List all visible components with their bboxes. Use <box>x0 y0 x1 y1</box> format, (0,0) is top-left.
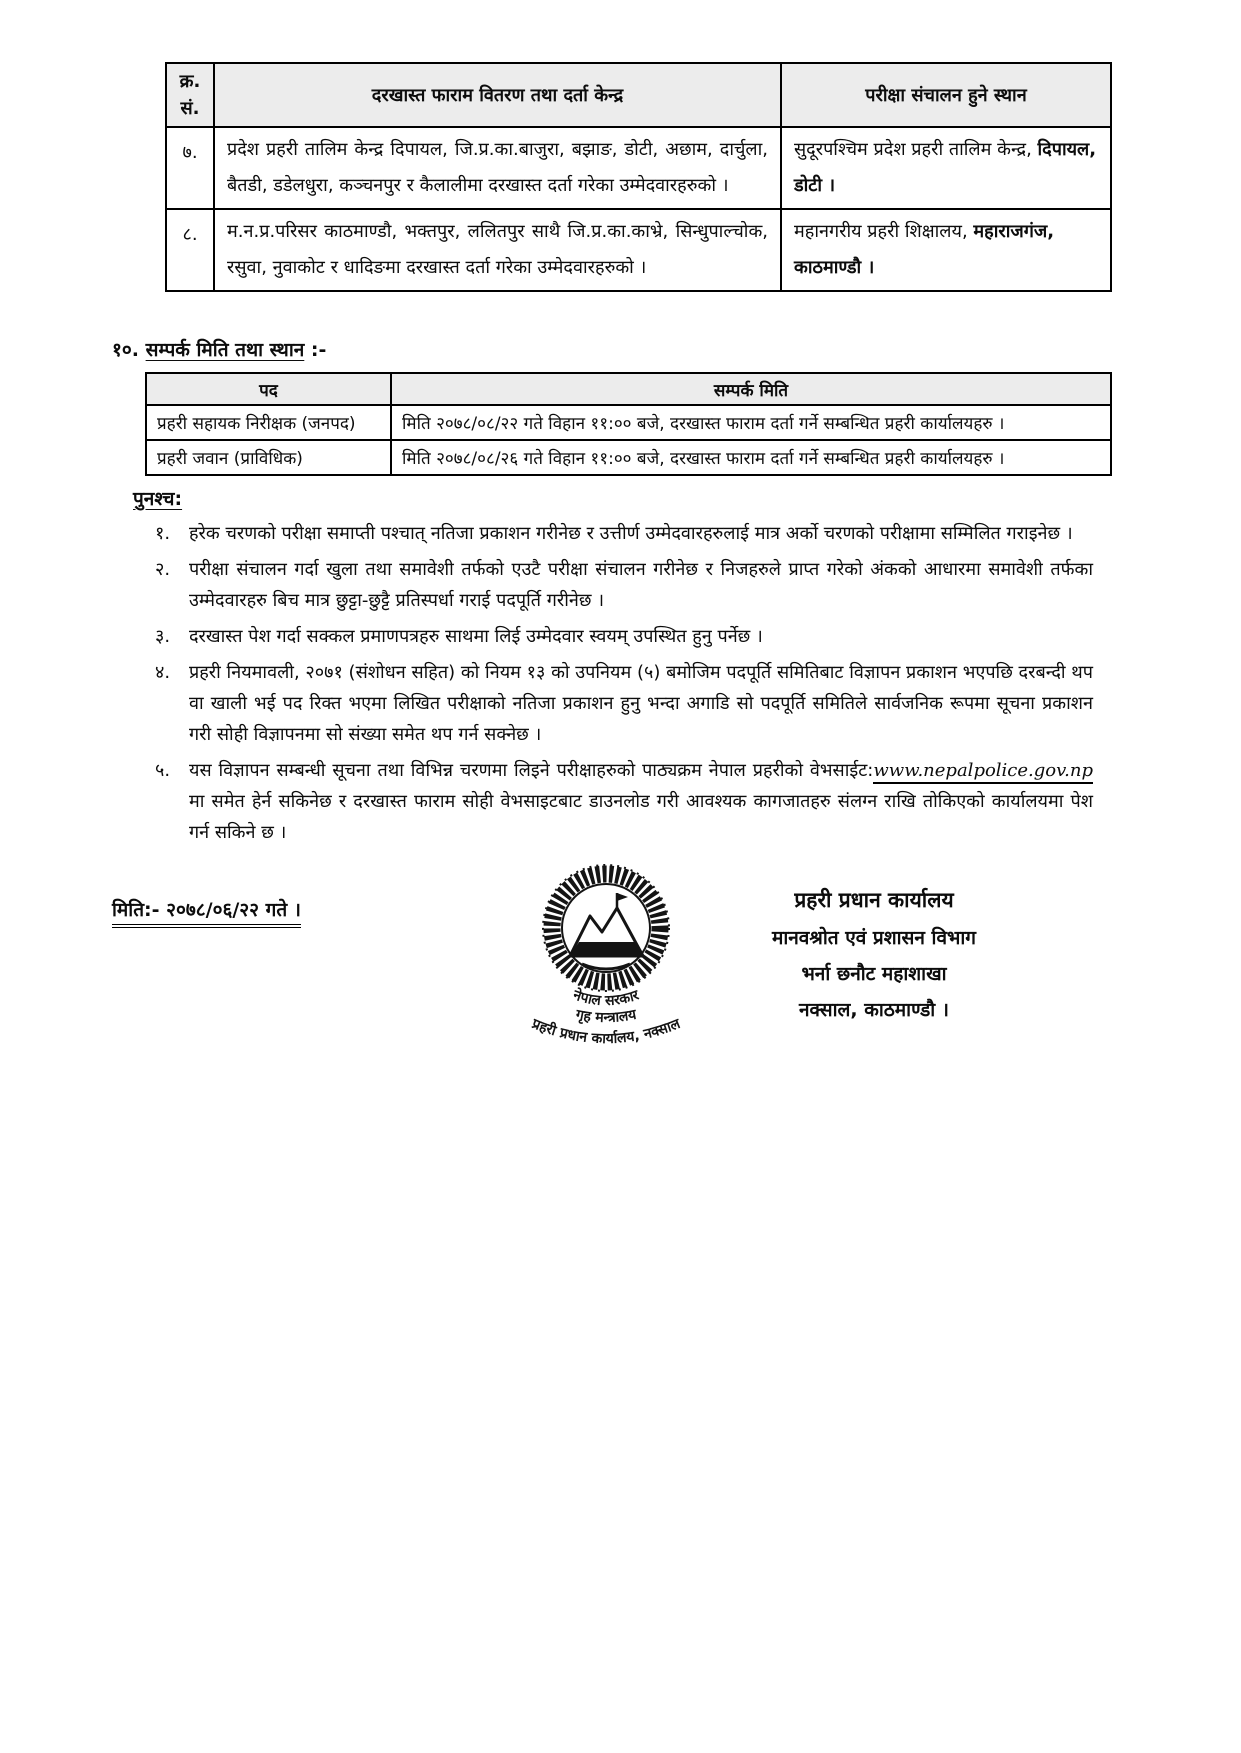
seal-text-ministry: गृह मन्त्रालय <box>574 1006 638 1027</box>
table-row <box>166 127 1111 209</box>
signature-block <box>728 886 1020 1022</box>
table-row <box>166 209 1111 291</box>
header-contact-date: सम्पर्क मिति <box>391 373 1111 405</box>
seal-text-headquarters: प्रहरी प्रधान कार्यालय, नक्साल <box>529 1015 683 1048</box>
svg-text:गृह मन्त्रालय <box>573 1007 638 1027</box>
venue-text-bold: महाराजगंज, काठमाण्डौ । <box>794 221 1055 278</box>
signature-line: मानवश्रोत एवं प्रशासन विभाग <box>771 927 976 949</box>
contact-date-cell: मिति २०७८/०८/२६ गते विहान ११:०० बजे, दरखास्त फाराम दर्ता गर्ने सम्बन्धित प्रहरी कार्यालयहरु । <box>391 440 1111 475</box>
seal-text-government: नेपाल सरकार <box>570 987 642 1010</box>
item-text: दरखास्त पेश गर्दा सक्कल प्रमाणपत्रहरु साथमा लिई उम्मेदवार स्वयम् उपस्थित हुनु पर्नेछ । <box>189 625 763 647</box>
website-url[interactable]: www.nepalpolice.gov.np <box>873 760 1093 784</box>
item-text: परीक्षा संचालन गर्दा खुला तथा समावेशी तर्फको एउटै परीक्षा संचालन गरीनेछ र निजहरुले प्राप्त गरेको अंकको आधारमा समावेशी तर्फका उम्मेदवारहरु बिच मात्र छुट्टा-छुट्टै प्रतिस्पर्धा गराई पदपूर्ति गरीनेछ । <box>189 558 1093 611</box>
signature-line: भर्ना छनौट महाशाखा <box>801 963 947 985</box>
header-serial-number: क्र. सं. <box>166 63 214 127</box>
issue-date: मिति:- २०७८/०६/२२ गते । <box>112 896 301 928</box>
section-number: १०. <box>112 339 139 361</box>
postscript-list <box>155 519 1093 854</box>
item-number: ३. <box>155 625 171 647</box>
application-centers-table <box>165 62 1112 292</box>
header-exam-venue: परीक्षा संचालन हुने स्थान <box>781 63 1111 127</box>
contact-dates-table <box>145 372 1112 476</box>
item-number: २. <box>155 558 171 580</box>
list-item <box>155 519 1093 550</box>
table-row <box>146 440 1111 475</box>
postscript-heading: पुनश्च: <box>133 488 183 510</box>
item-text: हरेक चरणको परीक्षा समाप्ती पश्चात् नतिजा प्रकाशन गरीनेछ र उत्तीर्ण उम्मेदवारहरुलाई मात्र अर्को चरणको परीक्षामा सम्मिलित गराइनेछ । <box>189 523 1073 544</box>
signature-line: प्रहरी प्रधान कार्यालय <box>794 888 954 912</box>
list-item <box>155 658 1093 751</box>
signature-line: नक्साल, काठमाण्डौ । <box>798 999 950 1021</box>
section-suffix: :- <box>304 339 327 361</box>
table-row <box>146 405 1111 440</box>
section-title: सम्पर्क मिति तथा स्थान <box>145 339 305 361</box>
venue-text: महानगरीय प्रहरी शिक्षालय, <box>794 221 974 242</box>
exam-venue-cell <box>781 209 1111 291</box>
item-text-pre: यस विज्ञापन सम्बन्धी सूचना तथा विभिन्न चरणमा लिइने परीक्षाहरुको पाठ्यक्रम नेपाल प्रहरीको वेभसाईट: <box>189 759 874 781</box>
venue-text-bold: दिपायल, डोटी । <box>794 139 1097 196</box>
contact-date-cell: मिति २०७८/०८/२२ गते विहान ११:०० बजे, दरखास्त फाराम दर्ता गर्ने सम्बन्धित प्रहरी कार्यालयहरु । <box>391 405 1111 440</box>
item-number: ४. <box>155 661 171 683</box>
item-number: १. <box>155 523 171 544</box>
exam-venue-cell <box>781 127 1111 209</box>
header-post: पद <box>146 373 391 405</box>
list-item <box>155 756 1093 849</box>
contact-section-heading <box>112 336 326 362</box>
registration-center-cell: प्रदेश प्रहरी तालिम केन्द्र दिपायल, जि.प्र.का.बाजुरा, बझाङ, डोटी, अछाम, दार्चुला, बैतडी, डडेलधुरा, कञ्चनपुर र कैलालीमा दरखास्त दर्ता गरेका उम्मेदवारहरुको । <box>214 127 781 209</box>
serial-number-cell: ८. <box>166 209 214 291</box>
police-seal <box>482 862 734 1074</box>
venue-text: सुदूरपश्चिम प्रदेश प्रहरी तालिम केन्द्र, <box>794 139 1038 160</box>
post-cell: प्रहरी सहायक निरीक्षक (जनपद) <box>146 405 391 440</box>
post-cell: प्रहरी जवान (प्राविधिक) <box>146 440 391 475</box>
registration-center-cell: म.न.प्र.परिसर काठमाण्डौ, भक्तपुर, ललितपुर साथै जि.प्र.का.काभ्रे, सिन्धुपाल्चोक, रसुवा, नुवाकोट र धादिङमा दरखास्त दर्ता गरेका उम्मेदवारहरुको । <box>214 209 781 291</box>
header-registration-center: दरखास्त फाराम वितरण तथा दर्ता केन्द्र <box>214 63 781 127</box>
list-item <box>155 555 1093 617</box>
serial-number-cell: ७. <box>166 127 214 209</box>
item-text: प्रहरी नियमावली, २०७१ (संशोधन सहित) को नियम १३ को उपनियम (५) बमोजिम पदपूर्ति समितिबाट विज्ञापन प्रकाशन भएपछि दरबन्दी थप वा खाली भई पद रिक्त भएमा लिखित परीक्षाको नतिजा प्रकाशन हुनु भन्दा अगाडि सो पदपूर्ति समितिले सार्वजनिक रूपमा सूचना प्रकाशन गरी सोही विज्ञापनमा सो संख्या समेत थप गर्न सक्नेछ । <box>189 661 1093 745</box>
item-number: ५. <box>155 759 171 781</box>
item-text <box>189 756 1093 849</box>
list-item <box>155 622 1093 653</box>
svg-text:नेपाल सरकार <box>570 986 642 1009</box>
table-header-row <box>166 63 1111 127</box>
item-text-post: मा समेत हेर्न सकिनेछ र दरखास्त फाराम सोही वेभसाइटबाट डाउनलोड गरी आवश्यक कागजातहरु संलग्न राखि तोकिएको कार्यालयमा पेश गर्न सकिने छ । <box>189 790 1093 843</box>
table-header-row <box>146 373 1111 405</box>
